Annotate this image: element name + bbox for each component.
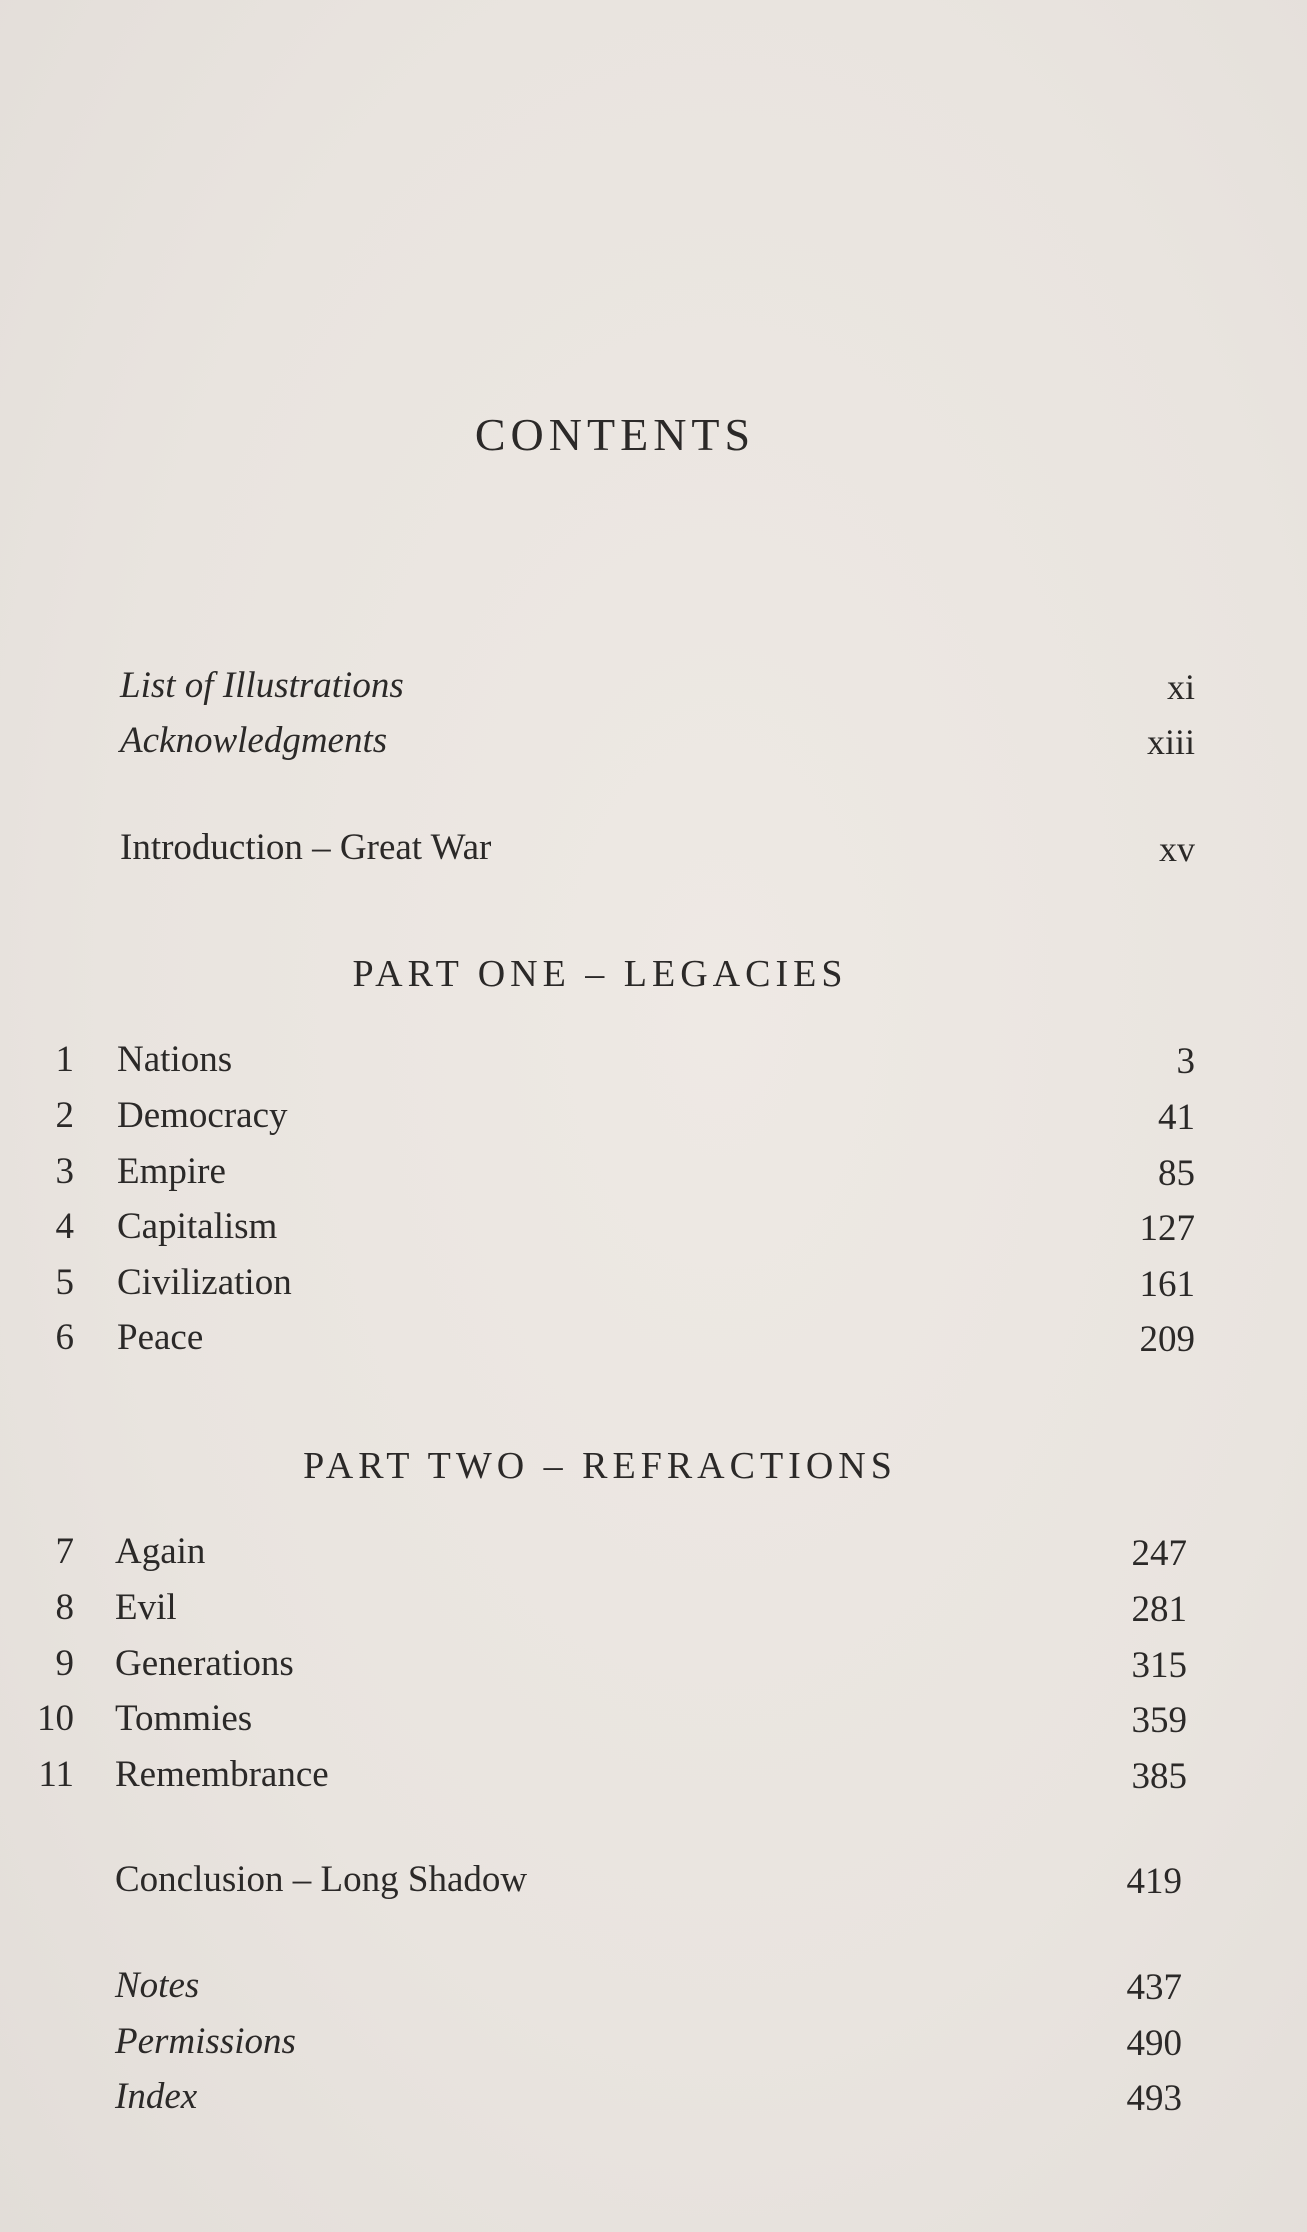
chapter-title: Tommies <box>115 1698 253 1739</box>
toc-entry-page: xv <box>1159 829 1195 869</box>
chapter-page: 247 <box>1131 1533 1187 1574</box>
chapter-number: 11 <box>38 1754 74 1795</box>
toc-entry-label: Index <box>115 2076 198 2117</box>
toc-entry-introduction <box>0 826 1307 876</box>
chapter-title: Civilization <box>117 1262 292 1303</box>
toc-entry-label: Permissions <box>115 2021 296 2062</box>
toc-entry-label: Acknowledgments <box>120 720 388 761</box>
toc-entry-permissions <box>0 2020 1307 2070</box>
chapter-number: 7 <box>55 1531 74 1572</box>
page-title: CONTENTS <box>474 409 756 460</box>
chapter-number: 6 <box>55 1317 74 1358</box>
toc-entry-chapter <box>0 1530 1307 1580</box>
toc-entry-chapter <box>0 1094 1307 1144</box>
toc-entry-chapter <box>0 1205 1307 1255</box>
chapter-page: 127 <box>1139 1208 1195 1249</box>
part-one-heading: PART ONE – LEGACIES <box>352 953 848 995</box>
chapter-page: 85 <box>1158 1153 1195 1194</box>
toc-entry-page: xi <box>1166 667 1195 707</box>
part-two-heading: PART TWO – REFRACTIONS <box>303 1445 897 1487</box>
toc-entry-notes <box>0 1964 1307 2014</box>
toc-entry-page: 437 <box>1126 1967 1182 2008</box>
chapter-title: Remembrance <box>115 1754 329 1795</box>
toc-entry-chapter <box>0 1038 1307 1088</box>
toc-entry-chapter <box>0 1316 1307 1366</box>
chapter-page: 161 <box>1139 1264 1195 1305</box>
chapter-page: 281 <box>1131 1589 1187 1630</box>
chapter-page: 209 <box>1139 1319 1195 1360</box>
chapter-number: 8 <box>55 1587 74 1628</box>
chapter-page: 3 <box>1176 1041 1195 1082</box>
chapter-number: 10 <box>37 1698 74 1739</box>
chapter-number: 9 <box>55 1643 74 1684</box>
chapter-title: Capitalism <box>117 1206 278 1247</box>
toc-entry-acknowledgments <box>0 719 1307 769</box>
toc-entry-page: 419 <box>1126 1861 1182 1902</box>
chapter-page: 359 <box>1131 1700 1187 1741</box>
toc-entry-page: xiii <box>1146 722 1195 762</box>
chapter-page: 41 <box>1158 1097 1195 1138</box>
chapter-title: Evil <box>115 1587 177 1628</box>
toc-entry-chapter <box>0 1261 1307 1311</box>
chapter-page: 315 <box>1131 1645 1187 1686</box>
toc-entry-chapter <box>0 1642 1307 1692</box>
toc-entry-label: Conclusion – Long Shadow <box>115 1859 528 1900</box>
chapter-title: Again <box>115 1531 206 1572</box>
toc-entry-index <box>0 2075 1307 2125</box>
toc-entry-list-of-illustrations <box>0 664 1307 714</box>
toc-entry-conclusion <box>0 1858 1307 1908</box>
chapter-number: 1 <box>55 1039 74 1080</box>
toc-entry-label: List of Illustrations <box>120 665 404 706</box>
chapter-title: Democracy <box>117 1095 288 1136</box>
toc-entry-page: 493 <box>1126 2078 1182 2119</box>
toc-entry-label: Introduction – Great War <box>120 827 492 868</box>
chapter-number: 5 <box>55 1262 74 1303</box>
chapter-page: 385 <box>1131 1756 1187 1797</box>
toc-entry-chapter <box>0 1697 1307 1747</box>
chapter-title: Peace <box>117 1317 204 1358</box>
toc-entry-chapter <box>0 1753 1307 1803</box>
toc-entry-chapter <box>0 1586 1307 1636</box>
chapter-number: 2 <box>55 1095 74 1136</box>
chapter-title: Empire <box>117 1151 226 1192</box>
chapter-number: 3 <box>55 1151 74 1192</box>
toc-entry-chapter <box>0 1150 1307 1200</box>
toc-entry-page: 490 <box>1126 2023 1182 2064</box>
chapter-number: 4 <box>55 1206 74 1247</box>
chapter-title: Generations <box>115 1643 294 1684</box>
chapter-title: Nations <box>117 1039 233 1080</box>
toc-entry-label: Notes <box>115 1965 200 2006</box>
